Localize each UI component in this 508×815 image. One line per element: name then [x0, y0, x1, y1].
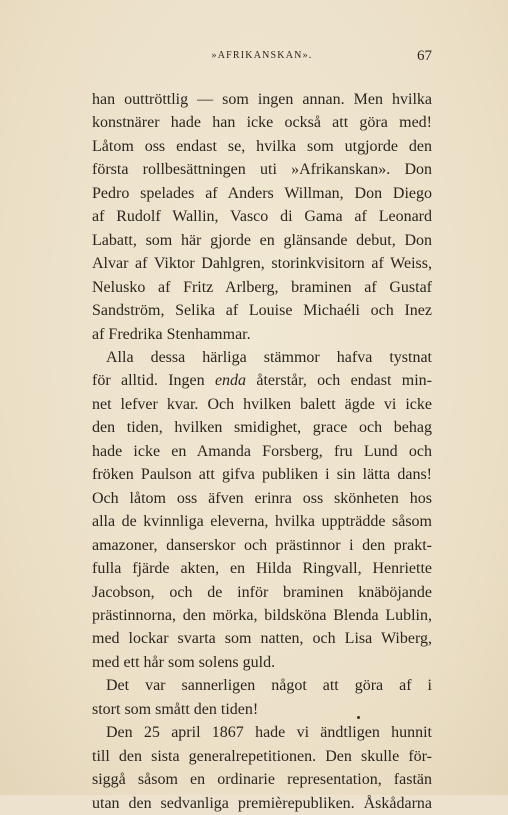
text-line: fulla fjärde akten, en Hilda Ringvall, Henriette — [92, 560, 432, 578]
text-line: Nelusko af Fritz Arlberg, braminen af Gustaf — [92, 278, 432, 296]
text-line: Labatt, som här gjorde en glänsande debut, Don — [92, 231, 432, 249]
text-line: prästinnorna, den mörka, bildsköna Blenda Lublin, — [92, 606, 432, 624]
text-line: siggå såsom en ordinarie representation, fastän — [92, 771, 432, 789]
paragraph-end-line: stort som smått den tiden! — [92, 700, 259, 718]
text-line: Och låtom oss äfven erinra oss skönheten hos — [92, 489, 432, 507]
ink-speck — [357, 716, 360, 719]
paragraph-start-line: Den 25 april 1867 hade vi ändtligen hunnit — [106, 724, 432, 742]
text-line: Pedro spelades af Anders Willman, Don Diego — [92, 184, 432, 202]
text-line: Alvar af Viktor Dahlgren, storinkvisitorn af Weiss, — [92, 255, 432, 273]
text-fragment: återstår, och endast min- — [246, 372, 432, 390]
paragraph-end-line: med ett hår som solens guld. — [92, 653, 276, 671]
text-line-with-emphasis — [92, 369, 432, 392]
text-line: hade icke en Amanda Forsberg, fru Lund och — [92, 442, 432, 460]
text-line: den tiden, hvilken smidighet, grace och behag — [92, 419, 432, 437]
page-header — [92, 48, 432, 68]
text-line: af Rudolf Wallin, Vasco di Gama af Leonard — [92, 208, 432, 226]
body-text — [92, 88, 432, 815]
paragraph-start-line: Det var sannerligen något att göra af i — [106, 677, 432, 695]
running-title: »AFRIKANSKAN». — [211, 50, 313, 61]
text-line: Jacobson, och de inför braminen knäböjande — [92, 583, 432, 601]
text-line: utan den sedvanliga premièrepubliken. Åskådarna — [92, 794, 432, 812]
text-line: Sandström, Selika af Louise Michaéli och Inez — [92, 302, 432, 320]
text-line: amazoner, danserskor och prästinnor i den prakt- — [92, 536, 432, 554]
text-line: konstnärer hade han icke också att göra med! — [92, 114, 432, 132]
text-line: till den sista generalrepetitionen. Den skulle för- — [92, 747, 432, 765]
text-line: med lockar svarta som natten, och Lisa Wiberg, — [92, 630, 432, 648]
paragraph-end-line: af Fredrika Stenhammar. — [92, 325, 251, 343]
emphasized-word: enda — [214, 372, 247, 390]
text-fragment: för alltid. Ingen — [92, 372, 215, 390]
text-line: net lefver kvar. Och hvilken balett ägde vi icke — [92, 395, 432, 413]
text-line: han outtröttlig — som ingen annan. Men hvilka — [92, 91, 432, 108]
text-line: alla de kvinnliga eleverna, hvilka uppträdde såsom — [92, 513, 432, 531]
text-line: Låtom oss endast se, hvilka som utgjorde den — [92, 137, 432, 155]
text-line: fröken Paulson att gifva publiken i sin lätta dans! — [92, 466, 432, 484]
page-number: 67 — [417, 48, 432, 64]
paragraph-start-line: Alla dessa härliga stämmor hafva tystnat — [106, 348, 432, 366]
text-line: första rollbesättningen uti »Afrikanskan». Don — [92, 161, 432, 179]
